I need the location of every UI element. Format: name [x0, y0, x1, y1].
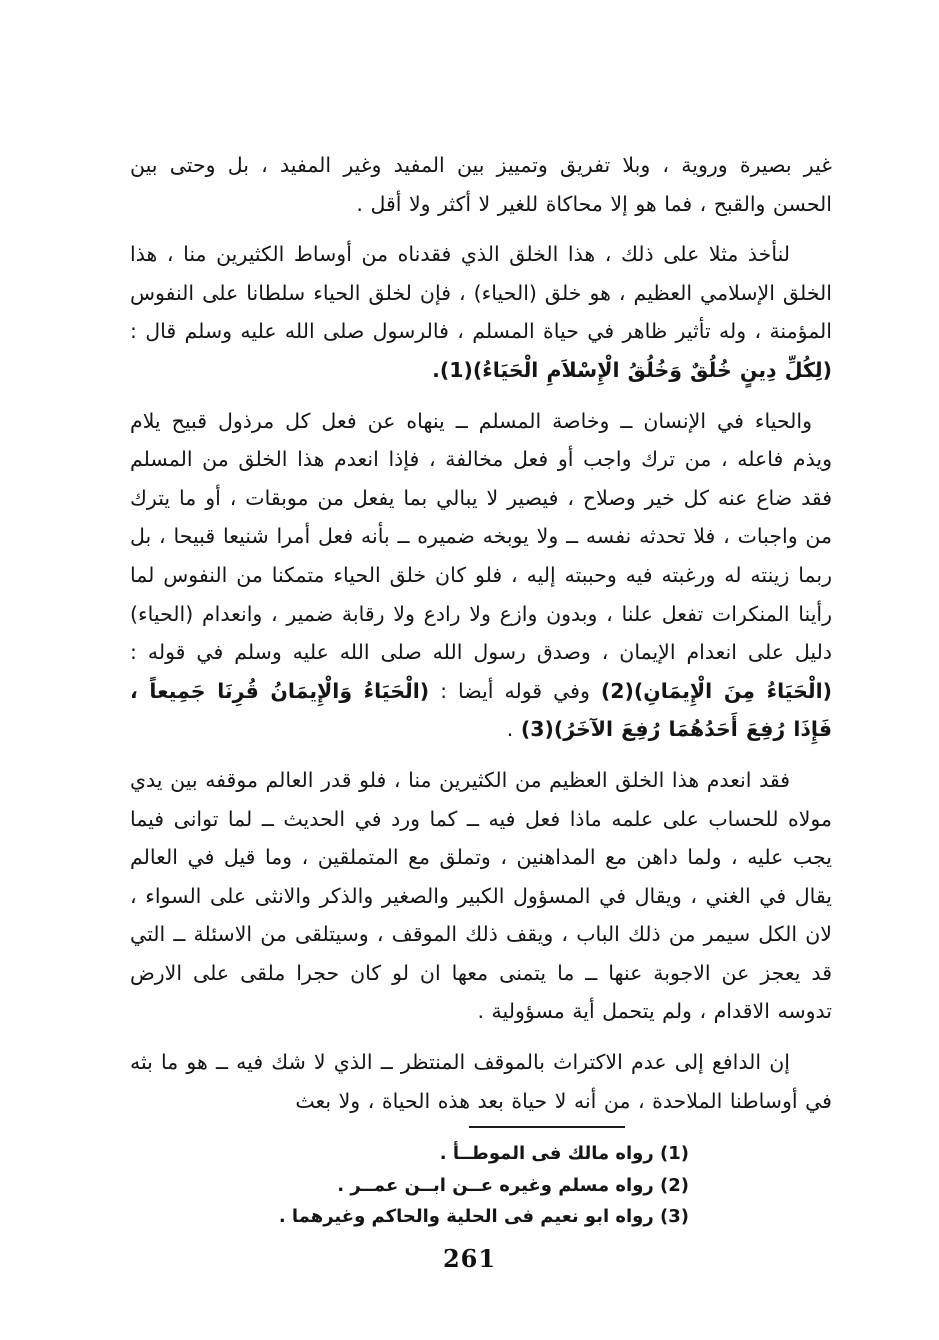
page-number: 261	[442, 1244, 497, 1273]
paragraph-text: .	[506, 717, 521, 742]
paragraph-text: غير بصيرة وروية ، وبلا تفريق وتمييز بين المفيد وغير المفيد ، بل وحتى بين الحسن والقبح ، فما هو إلا محاكاة للغير لا أكثر ولا أقل .	[130, 153, 832, 216]
footnote-separator-rule	[469, 1126, 625, 1128]
footnote: (1) رواه مالك فى الموطــأ .	[439, 1143, 689, 1164]
footnote: (3) رواه ابو نعيم فى الحلية والحاكم وغيرهما .	[278, 1206, 689, 1227]
paragraph-text: إن الدافع إلى عدم الاكتراث بالموقف المنتظر ــ الذي لا شك فيه ــ هو ما بثه في أوساطنا الملاحدة ، من أنه لا حياة بعد هذه الحياة ، ولا بعث	[130, 1050, 832, 1113]
paragraph	[130, 235, 832, 389]
paragraph	[130, 1043, 832, 1120]
paragraph	[130, 402, 832, 749]
hadith-quote: (لِكُلِّ دِينٍ خُلُقٌ وَخُلُقُ الْإِسْلاَمِ الْحَيَاءُ)(1).	[432, 357, 832, 382]
paragraph-text: لنأخذ مثلا على ذلك ، هذا الخلق الذي فقدناه من أوساط الكثيرين منا ، هذا الخلق الإسلامي العظيم ، هو خلق (الحياء) ، فإن لخلق الحياء سلطانا على النفوس المؤمنة ، وله تأثير ظاهر في حياة المسلم ، فالرسول صلى الله عليه وسلم قال :	[130, 242, 832, 344]
footnotes-block	[279, 1138, 689, 1233]
main-text-block	[130, 146, 832, 1132]
paragraph-text: فقد انعدم هذا الخلق العظيم من الكثيرين منا ، فلو قدر العالم موقفه بين يدي مولاه للحساب على علمه ماذا فعل فيه ــ كما ورد في الحديث ــ لما توانى فيما يجب عليه ، ولما داهن مع المداهنين ، وتملق مع المتملقين ، وما قيل في العالم يقال في الغني ، ويقال في المسؤول الكبير والصغير والذكر والانثى على السواء ، لان الكل سيمر من ذلك الباب ، ويقف ذلك الموقف ، وسيتلقى من الاسئلة ــ التي قد يعجز عن الاجوبة عنها ــ ما يتمنى معها ان لو كان حجرا ملقى على الارض تدوسه الاقدام ، ولم يتحمل أية مسؤولية .	[130, 767, 832, 1024]
paragraph-text: وفي قوله أيضا :	[429, 678, 601, 703]
hadith-quote: (الْحَيَاءُ وَالْإِيمَانُ قُرِنَا جَمِيعاً ، فَإِذَا رُفِعَ أَحَدُهُمَا رُفِعَ الآخَرُ)(3)	[130, 678, 832, 742]
paragraph-text: والحياء في الإنسان ــ وخاصة المسلم ــ ينهاه عن فعل كل مرذول قبيح يلام ويذم فاعله ، من ترك واجب أو فعل مخالفة ، فإذا انعدم هذا الخلق من المسلم فقد ضاع عنه كل خير وصلاح ، فيصير لا يبالي بما يفعل من موبقات ، أو ما يترك من واجبات ، فلا تحدثه نفسه ــ ولا يوبخه ضميره ــ بأنه فعل أمرا شنيعا قبيحا ، بل ربما زينته له ورغبته فيه وحببته إليه ، فلو كان خلق الحياء متمكنا من النفوس لما رأينا المنكرات تفعل علنا ، وبدون وازع ولا رادع ولا رقابة ضمير ، وانعدام (الحياء) دليل على انعدام الإيمان ، وصدق رسول الله صلى الله عليه وسلم في قوله :	[130, 408, 832, 665]
paragraph	[130, 761, 832, 1031]
footnote: (2) رواه مسلم وغيره عــن ابــن عمــر .	[337, 1174, 689, 1196]
hadith-quote: (الْحَيَاءُ مِنَ الْإِيمَانِ)(2)	[600, 678, 833, 703]
paragraph	[130, 146, 832, 223]
